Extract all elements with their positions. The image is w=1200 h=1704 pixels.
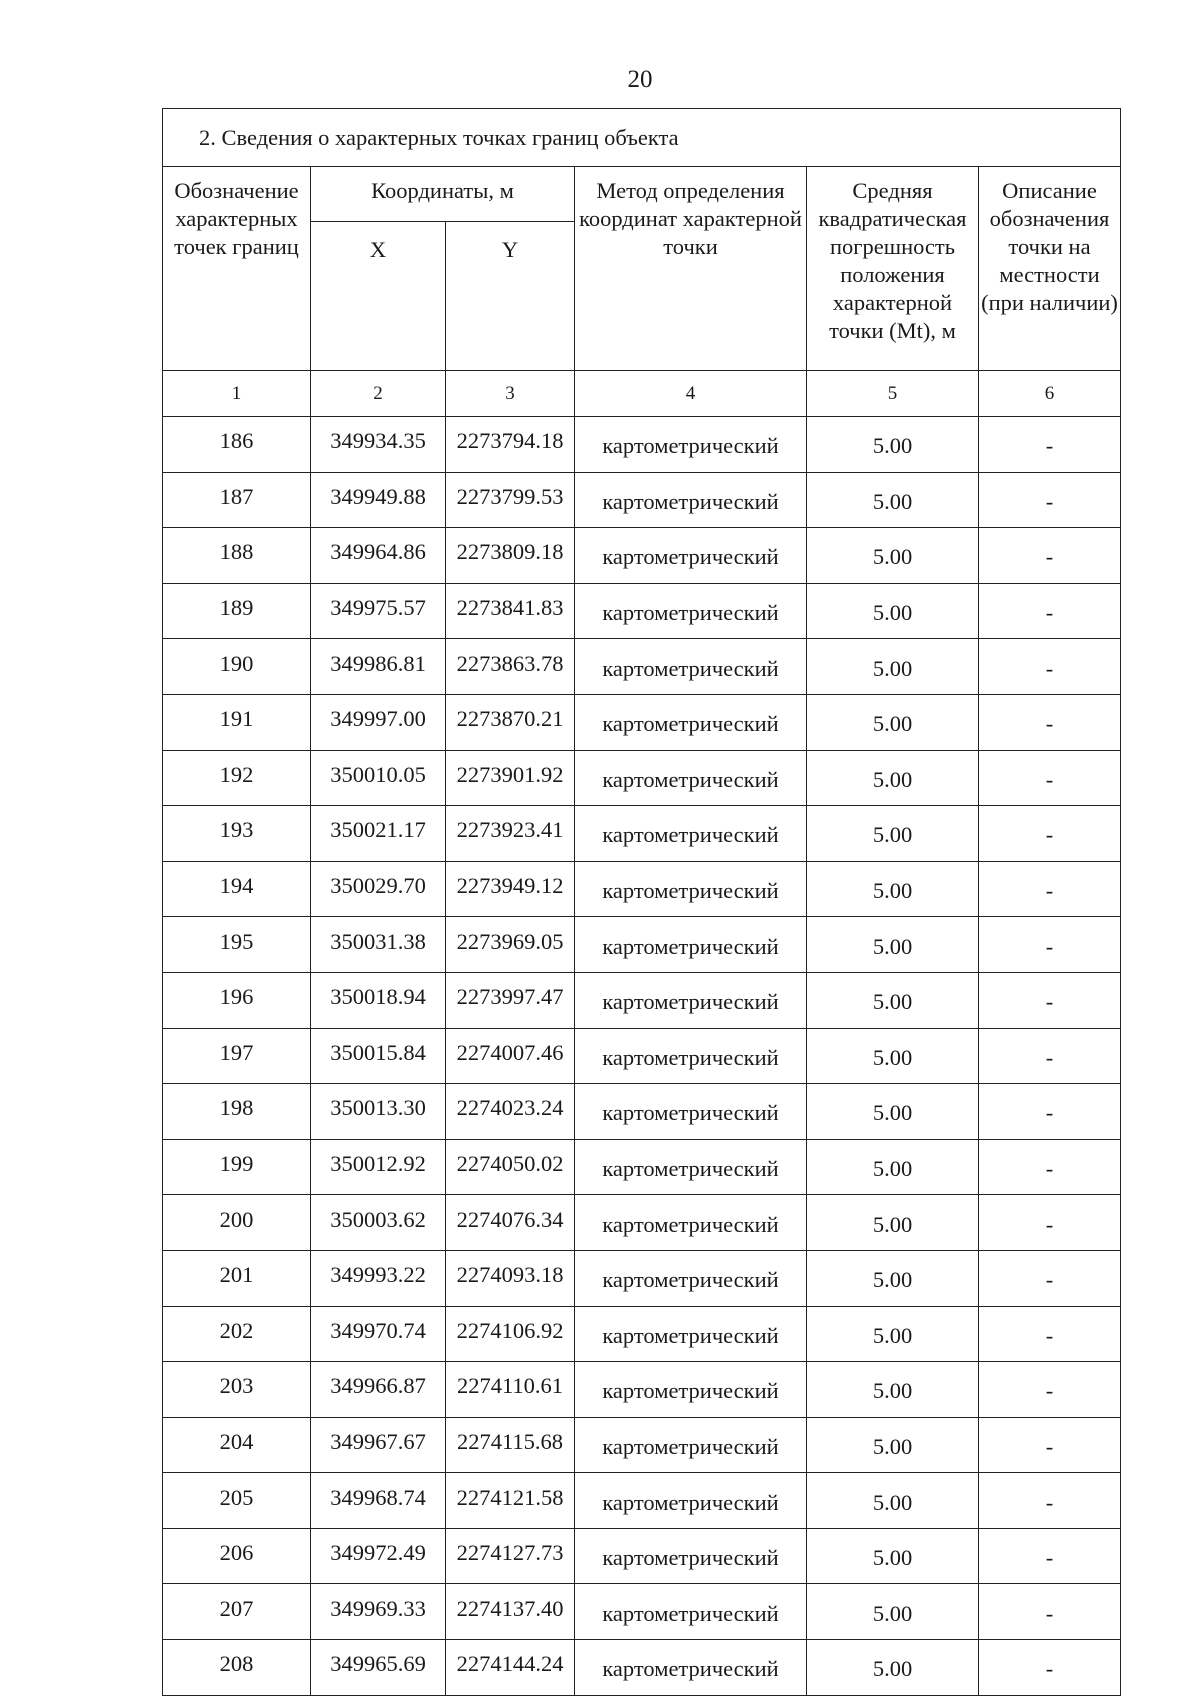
method-cell: картометрический: [575, 1084, 807, 1140]
description-cell: -: [979, 1417, 1121, 1473]
method-cell: картометрический: [575, 1362, 807, 1418]
mean-error-cell: 5.00: [807, 917, 979, 973]
section-title-row: [163, 109, 1121, 167]
x-coordinate-cell: 349972.49: [311, 1528, 446, 1584]
point-id-cell: 204: [163, 1417, 311, 1473]
method-cell: картометрический: [575, 1306, 807, 1362]
point-id-cell: 207: [163, 1584, 311, 1640]
point-id-cell: 186: [163, 417, 311, 473]
description-cell: -: [979, 917, 1121, 973]
y-coordinate-cell: 2273809.18: [446, 528, 575, 584]
section-title: 2. Сведения о характерных точках границ объекта: [163, 109, 1121, 167]
description-cell: -: [979, 861, 1121, 917]
method-cell: картометрический: [575, 806, 807, 862]
table-row: [163, 972, 1121, 1028]
point-id-cell: 201: [163, 1250, 311, 1306]
x-coordinate-cell: 349975.57: [311, 583, 446, 639]
mean-error-cell: 5.00: [807, 639, 979, 695]
point-id-cell: 193: [163, 806, 311, 862]
x-coordinate-cell: 349934.35: [311, 417, 446, 473]
point-id-cell: 199: [163, 1139, 311, 1195]
y-coordinate-cell: 2274121.58: [446, 1473, 575, 1529]
method-cell: картометрический: [575, 639, 807, 695]
y-coordinate-cell: 2274093.18: [446, 1250, 575, 1306]
x-coordinate-cell: 350018.94: [311, 972, 446, 1028]
y-coordinate-cell: 2273949.12: [446, 861, 575, 917]
description-cell: -: [979, 1306, 1121, 1362]
y-coordinate-cell: 2273799.53: [446, 472, 575, 528]
x-coordinate-cell: 349993.22: [311, 1250, 446, 1306]
description-cell: -: [979, 1584, 1121, 1640]
table-row: [163, 1084, 1121, 1140]
mean-error-cell: 5.00: [807, 1306, 979, 1362]
method-cell: картометрический: [575, 1195, 807, 1251]
x-coordinate-cell: 349997.00: [311, 694, 446, 750]
y-coordinate-cell: 2273969.05: [446, 917, 575, 973]
header-coordinates: Координаты, м: [311, 167, 575, 222]
description-cell: -: [979, 472, 1121, 528]
point-id-cell: 202: [163, 1306, 311, 1362]
header-row-1: [163, 167, 1121, 222]
y-coordinate-cell: 2274050.02: [446, 1139, 575, 1195]
point-id-cell: 188: [163, 528, 311, 584]
point-id-cell: 191: [163, 694, 311, 750]
point-id-cell: 194: [163, 861, 311, 917]
x-coordinate-cell: 350013.30: [311, 1084, 446, 1140]
table-row: [163, 417, 1121, 473]
y-coordinate-cell: 2273863.78: [446, 639, 575, 695]
y-coordinate-cell: 2274137.40: [446, 1584, 575, 1640]
y-coordinate-cell: 2274076.34: [446, 1195, 575, 1251]
method-cell: картометрический: [575, 917, 807, 973]
x-coordinate-cell: 349967.67: [311, 1417, 446, 1473]
method-cell: картометрический: [575, 694, 807, 750]
y-coordinate-cell: 2274007.46: [446, 1028, 575, 1084]
y-coordinate-cell: 2274106.92: [446, 1306, 575, 1362]
mean-error-cell: 5.00: [807, 972, 979, 1028]
y-coordinate-cell: 2273794.18: [446, 417, 575, 473]
table-row: [163, 1584, 1121, 1640]
table-row: [163, 639, 1121, 695]
table-row: [163, 583, 1121, 639]
y-coordinate-cell: 2274110.61: [446, 1362, 575, 1418]
method-cell: картометрический: [575, 1473, 807, 1529]
description-cell: -: [979, 1139, 1121, 1195]
mean-error-cell: 5.00: [807, 861, 979, 917]
description-cell: -: [979, 528, 1121, 584]
y-coordinate-cell: 2273841.83: [446, 583, 575, 639]
method-cell: картометрический: [575, 1528, 807, 1584]
mean-error-cell: 5.00: [807, 1528, 979, 1584]
table-row: [163, 750, 1121, 806]
mean-error-cell: 5.00: [807, 1250, 979, 1306]
point-id-cell: 190: [163, 639, 311, 695]
y-coordinate-cell: 2274144.24: [446, 1640, 575, 1696]
x-coordinate-cell: 350031.38: [311, 917, 446, 973]
table-row: [163, 528, 1121, 584]
description-cell: -: [979, 639, 1121, 695]
mean-error-cell: 5.00: [807, 1640, 979, 1696]
method-cell: картометрический: [575, 1250, 807, 1306]
column-number: 3: [446, 371, 575, 417]
point-id-cell: 192: [163, 750, 311, 806]
header-y: Y: [446, 222, 575, 371]
column-number: 5: [807, 371, 979, 417]
x-coordinate-cell: 350010.05: [311, 750, 446, 806]
table-row: [163, 1528, 1121, 1584]
method-cell: картометрический: [575, 861, 807, 917]
column-number: 2: [311, 371, 446, 417]
description-cell: -: [979, 1250, 1121, 1306]
mean-error-cell: 5.00: [807, 1084, 979, 1140]
mean-error-cell: 5.00: [807, 528, 979, 584]
y-coordinate-cell: 2273997.47: [446, 972, 575, 1028]
description-cell: -: [979, 1084, 1121, 1140]
mean-error-cell: 5.00: [807, 417, 979, 473]
x-coordinate-cell: 350029.70: [311, 861, 446, 917]
description-cell: -: [979, 583, 1121, 639]
table-row: [163, 1362, 1121, 1418]
header-method: Метод определения координат характерной точки: [575, 167, 807, 371]
table-row: [163, 1139, 1121, 1195]
point-id-cell: 205: [163, 1473, 311, 1529]
x-coordinate-cell: 349966.87: [311, 1362, 446, 1418]
description-cell: -: [979, 1640, 1121, 1696]
table-row: [163, 861, 1121, 917]
header-point-designation: Обозначение характерных точек границ: [163, 167, 311, 371]
mean-error-cell: 5.00: [807, 583, 979, 639]
x-coordinate-cell: 350021.17: [311, 806, 446, 862]
x-coordinate-cell: 349949.88: [311, 472, 446, 528]
mean-error-cell: 5.00: [807, 1195, 979, 1251]
header-mean-error: Средняя квадратическая погрешность положения характерной точки (Mt), м: [807, 167, 979, 371]
y-coordinate-cell: 2274127.73: [446, 1528, 575, 1584]
description-cell: -: [979, 1473, 1121, 1529]
description-cell: -: [979, 694, 1121, 750]
description-cell: -: [979, 972, 1121, 1028]
mean-error-cell: 5.00: [807, 750, 979, 806]
y-coordinate-cell: 2273901.92: [446, 750, 575, 806]
description-cell: -: [979, 1528, 1121, 1584]
column-numbers-row: [163, 371, 1121, 417]
x-coordinate-cell: 350012.92: [311, 1139, 446, 1195]
description-cell: -: [979, 1362, 1121, 1418]
table-row: [163, 1250, 1121, 1306]
mean-error-cell: 5.00: [807, 1362, 979, 1418]
x-coordinate-cell: 349969.33: [311, 1584, 446, 1640]
x-coordinate-cell: 349965.69: [311, 1640, 446, 1696]
table-row: [163, 694, 1121, 750]
table-row: [163, 472, 1121, 528]
point-id-cell: 198: [163, 1084, 311, 1140]
mean-error-cell: 5.00: [807, 472, 979, 528]
y-coordinate-cell: 2274115.68: [446, 1417, 575, 1473]
point-id-cell: 197: [163, 1028, 311, 1084]
method-cell: картометрический: [575, 1640, 807, 1696]
method-cell: картометрический: [575, 472, 807, 528]
point-id-cell: 189: [163, 583, 311, 639]
method-cell: картометрический: [575, 1028, 807, 1084]
method-cell: картометрический: [575, 1417, 807, 1473]
table-row: [163, 1028, 1121, 1084]
table-row: [163, 917, 1121, 973]
table-row: [163, 1473, 1121, 1529]
description-cell: -: [979, 417, 1121, 473]
header-description: Описание обозначения точки на местности (при наличии): [979, 167, 1121, 371]
table-row: [163, 1640, 1121, 1696]
point-id-cell: 187: [163, 472, 311, 528]
mean-error-cell: 5.00: [807, 1473, 979, 1529]
column-number: 1: [163, 371, 311, 417]
description-cell: -: [979, 1195, 1121, 1251]
x-coordinate-cell: 350015.84: [311, 1028, 446, 1084]
method-cell: картометрический: [575, 583, 807, 639]
x-coordinate-cell: 349968.74: [311, 1473, 446, 1529]
mean-error-cell: 5.00: [807, 1028, 979, 1084]
point-id-cell: 200: [163, 1195, 311, 1251]
x-coordinate-cell: 349964.86: [311, 528, 446, 584]
mean-error-cell: 5.00: [807, 1417, 979, 1473]
point-id-cell: 203: [163, 1362, 311, 1418]
point-id-cell: 196: [163, 972, 311, 1028]
method-cell: картометрический: [575, 972, 807, 1028]
method-cell: картометрический: [575, 750, 807, 806]
x-coordinate-cell: 349986.81: [311, 639, 446, 695]
method-cell: картометрический: [575, 417, 807, 473]
y-coordinate-cell: 2274023.24: [446, 1084, 575, 1140]
header-x: X: [311, 222, 446, 371]
x-coordinate-cell: 350003.62: [311, 1195, 446, 1251]
point-id-cell: 208: [163, 1640, 311, 1696]
table-row: [163, 1417, 1121, 1473]
page-number: 20: [627, 66, 653, 93]
table-row: [163, 806, 1121, 862]
method-cell: картометрический: [575, 1139, 807, 1195]
x-coordinate-cell: 349970.74: [311, 1306, 446, 1362]
table-row: [163, 1306, 1121, 1362]
mean-error-cell: 5.00: [807, 1584, 979, 1640]
column-number: 4: [575, 371, 807, 417]
method-cell: картометрический: [575, 528, 807, 584]
method-cell: картометрический: [575, 1584, 807, 1640]
mean-error-cell: 5.00: [807, 806, 979, 862]
mean-error-cell: 5.00: [807, 1139, 979, 1195]
y-coordinate-cell: 2273870.21: [446, 694, 575, 750]
y-coordinate-cell: 2273923.41: [446, 806, 575, 862]
description-cell: -: [979, 806, 1121, 862]
description-cell: -: [979, 1028, 1121, 1084]
boundary-points-table: [162, 108, 1121, 1696]
point-id-cell: 206: [163, 1528, 311, 1584]
column-number: 6: [979, 371, 1121, 417]
description-cell: -: [979, 750, 1121, 806]
point-id-cell: 195: [163, 917, 311, 973]
mean-error-cell: 5.00: [807, 694, 979, 750]
table-row: [163, 1195, 1121, 1251]
